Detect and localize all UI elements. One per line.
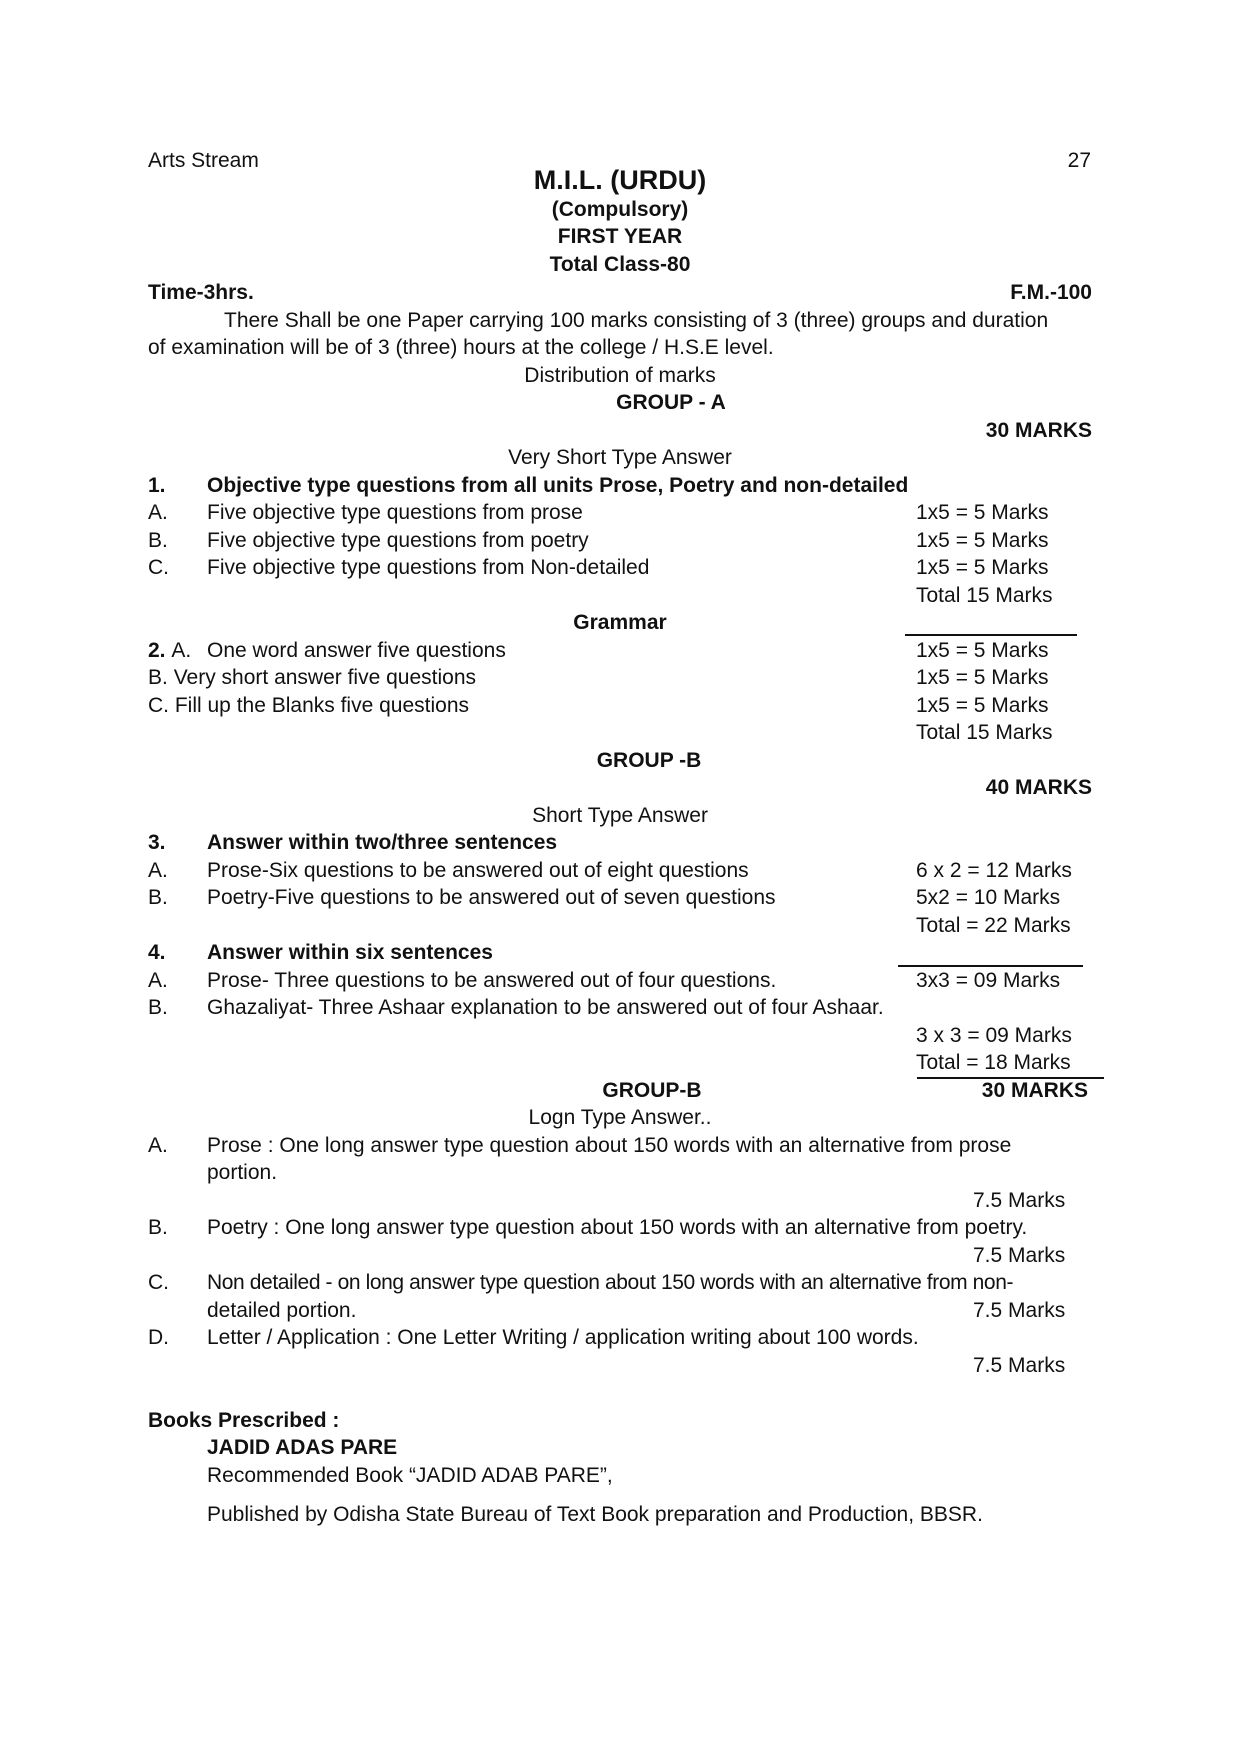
page-number: 27 [1067,149,1091,172]
recommended-book: Recommended Book “JADID ADAB PARE”, [207,1464,613,1487]
distribution-label: Distribution of marks [524,364,716,387]
question-number: 3. [148,831,166,854]
year-label: FIRST YEAR [557,225,683,248]
group-b-marks: 40 MARKS [985,776,1092,799]
question-heading: Answer within six sentences [207,941,493,964]
time-label: Time-3hrs. [148,281,254,304]
item-text: Non detailed - on long answer type question about 150 words with an alternative from non- [207,1271,1014,1294]
grammar-heading: Grammar [573,611,667,634]
intro-line-2: of examination will be of 3 (three) hours at the college / H.S.E level. [148,336,774,359]
item-text: Prose- Three questions to be answered out of four questions. [207,969,777,992]
item-text: Ghazaliyat- Three Ashaar explanation to be answered out of four Ashaar. [207,996,884,1019]
group-b-title: GROUP -B [596,749,702,772]
item-text: Fill up the Blanks five questions [174,694,469,717]
item-label: A. [148,1134,168,1157]
group-c-subtitle: Logn Type Answer.. [528,1106,712,1129]
item-label: B. [148,666,168,689]
item-marks: 1x5 = 5 Marks [916,639,1049,662]
item-label: C. [148,694,169,717]
item-text: Prose : One long answer type question about 150 words with an alternative from prose [207,1134,1012,1157]
item-marks: 1x5 = 5 Marks [916,666,1049,689]
divider-line [905,634,1077,636]
subtotal-marks: Total = 22 Marks [916,914,1071,937]
intro-line-1: There Shall be one Paper carrying 100 marks consisting of 3 (three) groups and duration [224,309,1049,332]
group-a-subtitle: Very Short Type Answer [508,446,732,469]
grammar-item-b [148,666,476,690]
question-heading: Answer within two/three sentences [207,831,558,854]
item-marks: 6 x 2 = 12 Marks [916,859,1072,882]
item-label: B. [148,529,168,552]
item-text: Very short answer five questions [173,666,477,689]
item-label: A. [148,501,168,524]
item-marks: 3 x 3 = 09 Marks [916,1024,1072,1047]
books-heading: Books Prescribed : [148,1409,340,1432]
stream-label: Arts Stream [148,149,259,172]
question-number: 2. [148,639,166,662]
item-marks: 1x5 = 5 Marks [916,529,1049,552]
group-b-subtitle: Short Type Answer [532,804,708,827]
publisher-line: Published by Odisha State Bureau of Text Book preparation and Production, BBSR. [207,1503,983,1526]
item-label: A. [148,969,168,992]
item-text: One word answer five questions [207,639,506,662]
item-marks: 3x3 = 09 Marks [916,969,1061,992]
question-heading: Objective type questions from all units Prose, Poetry and non-detailed [207,474,909,497]
item-text: Poetry-Five questions to be answered out of seven questions [207,886,776,909]
item-text: Poetry : One long answer type question about 150 words with an alternative from poetry. [207,1216,1028,1239]
item-text-continued: portion. [207,1161,278,1184]
full-marks-label: F.M.-100 [1010,281,1092,304]
item-label: C. [148,556,169,579]
subtotal-marks: Total 15 Marks [916,721,1053,744]
total-class-label: Total Class-80 [549,253,691,276]
item-label: A. [171,639,192,662]
group-a-marks: 30 MARKS [985,419,1092,442]
group-c-title: GROUP-B [602,1079,702,1102]
item-label: C. [148,1271,169,1294]
item-text: Letter / Application : One Letter Writing / application writing about 100 words. [207,1326,919,1349]
item-label: B. [148,996,168,1019]
group-a-title: GROUP - A [616,391,726,414]
item-text-continued: detailed portion. [207,1299,357,1322]
item-label: D. [148,1326,169,1349]
subtotal-marks: Total = 18 Marks [916,1051,1071,1074]
item-text: Five objective type questions from poetry [207,529,589,552]
item-marks: 1x5 = 5 Marks [916,694,1049,717]
item-marks: 1x5 = 5 Marks [916,556,1049,579]
question-2-label [148,639,191,663]
book-name: JADID ADAS PARE [207,1436,398,1459]
compulsory-label: (Compulsory) [551,198,689,221]
item-marks: 5x2 = 10 Marks [916,886,1061,909]
grammar-item-c [148,694,469,718]
item-marks: 7.5 Marks [973,1354,1066,1377]
item-text: Five objective type questions from Non-detailed [207,556,650,579]
question-number: 1. [148,474,166,497]
item-label: B. [148,886,168,909]
question-number: 4. [148,941,166,964]
item-text: Prose-Six questions to be answered out of eight questions [207,859,749,882]
group-c-marks: 30 MARKS [981,1079,1088,1102]
item-marks: 1x5 = 5 Marks [916,501,1049,524]
item-text: Five objective type questions from prose [207,501,583,524]
item-marks: 7.5 Marks [973,1244,1066,1267]
item-label: A. [148,859,168,882]
item-marks: 7.5 Marks [973,1189,1066,1212]
page-title: M.I.L. (URDU) [533,165,707,195]
divider-line [898,965,1083,967]
item-marks: 7.5 Marks [973,1299,1066,1322]
item-label: B. [148,1216,168,1239]
subtotal-marks: Total 15 Marks [916,584,1053,607]
